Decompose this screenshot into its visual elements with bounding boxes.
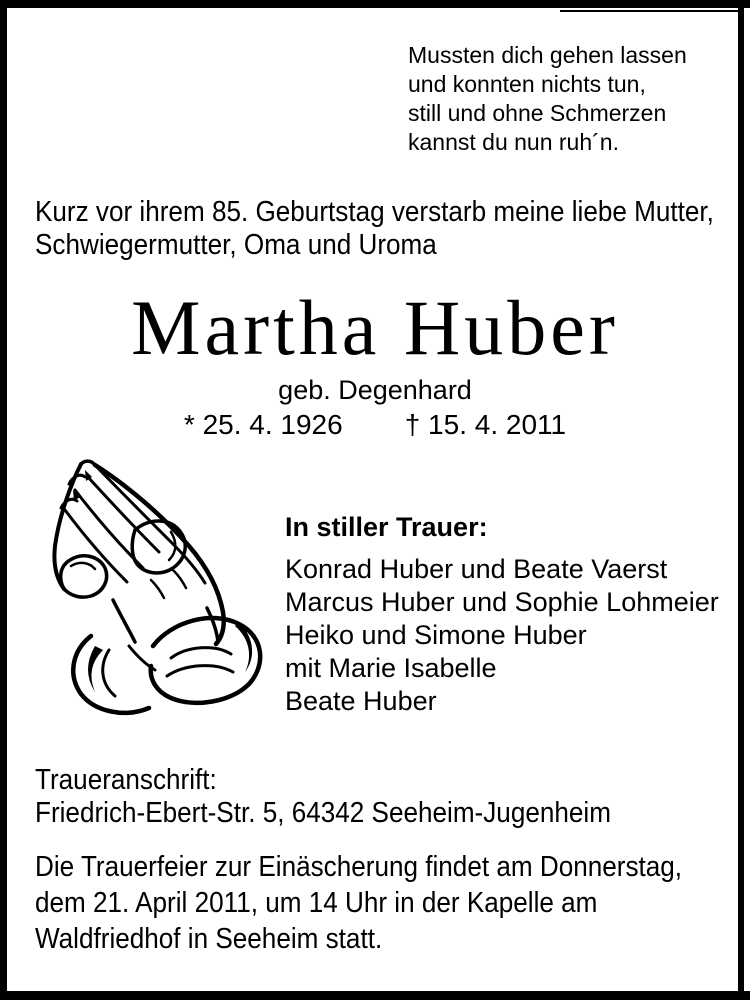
deceased-name: Martha Huber bbox=[131, 284, 619, 371]
mourner-name: mit Marie Isabelle bbox=[285, 653, 497, 683]
birth-date: * 25. 4. 1926 bbox=[183, 409, 343, 440]
life-dates bbox=[0, 409, 750, 441]
verse-line: Mussten dich gehen lassen bbox=[408, 42, 687, 68]
intro-text bbox=[35, 196, 714, 262]
mourning-heading: In stiller Trauer: bbox=[285, 512, 488, 542]
frame-border-top bbox=[0, 0, 750, 8]
mourning-names bbox=[285, 553, 719, 718]
funeral-details bbox=[35, 849, 682, 957]
mourning-address bbox=[35, 764, 611, 830]
address-label: Traueranschrift: bbox=[35, 764, 217, 796]
verse-line: still und ohne Schmerzen bbox=[408, 100, 667, 126]
mourner-name: Heiko und Simone Huber bbox=[285, 620, 587, 650]
frame-border-left bbox=[0, 0, 7, 1000]
mourning-section bbox=[285, 511, 719, 718]
funeral-line: Waldfriedhof in Seeheim statt. bbox=[35, 923, 383, 955]
address-value: Friedrich-Ebert-Str. 5, 64342 Seeheim-Jugenheim bbox=[35, 797, 611, 829]
funeral-line: dem 21. April 2011, um 14 Uhr in der Kapelle am bbox=[35, 887, 598, 919]
frame-border-bottom bbox=[0, 991, 750, 1000]
mourner-name: Beate Huber bbox=[285, 686, 437, 716]
death-date: † 15. 4. 2011 bbox=[404, 409, 567, 440]
memorial-verse bbox=[408, 41, 687, 157]
maiden-name: geb. Degenhard bbox=[278, 375, 472, 405]
funeral-line: Die Trauerfeier zur Einäscherung findet am Donnerstag, bbox=[35, 851, 683, 883]
frame-inner-line bbox=[560, 10, 744, 12]
verse-line: und konnten nichts tun, bbox=[408, 71, 646, 97]
mourner-name: Marcus Huber und Sophie Lohmeier bbox=[285, 587, 719, 617]
frame-border-right bbox=[738, 8, 744, 1000]
intro-line: Schwiegermutter, Oma und Uroma bbox=[35, 229, 437, 261]
verse-line: kannst du nun ruh´n. bbox=[408, 129, 619, 155]
praying-hands-icon bbox=[25, 452, 265, 727]
intro-line: Kurz vor ihrem 85. Geburtstag verstarb meine liebe Mutter, bbox=[35, 196, 714, 228]
mourner-name: Konrad Huber und Beate Vaerst bbox=[285, 554, 668, 584]
